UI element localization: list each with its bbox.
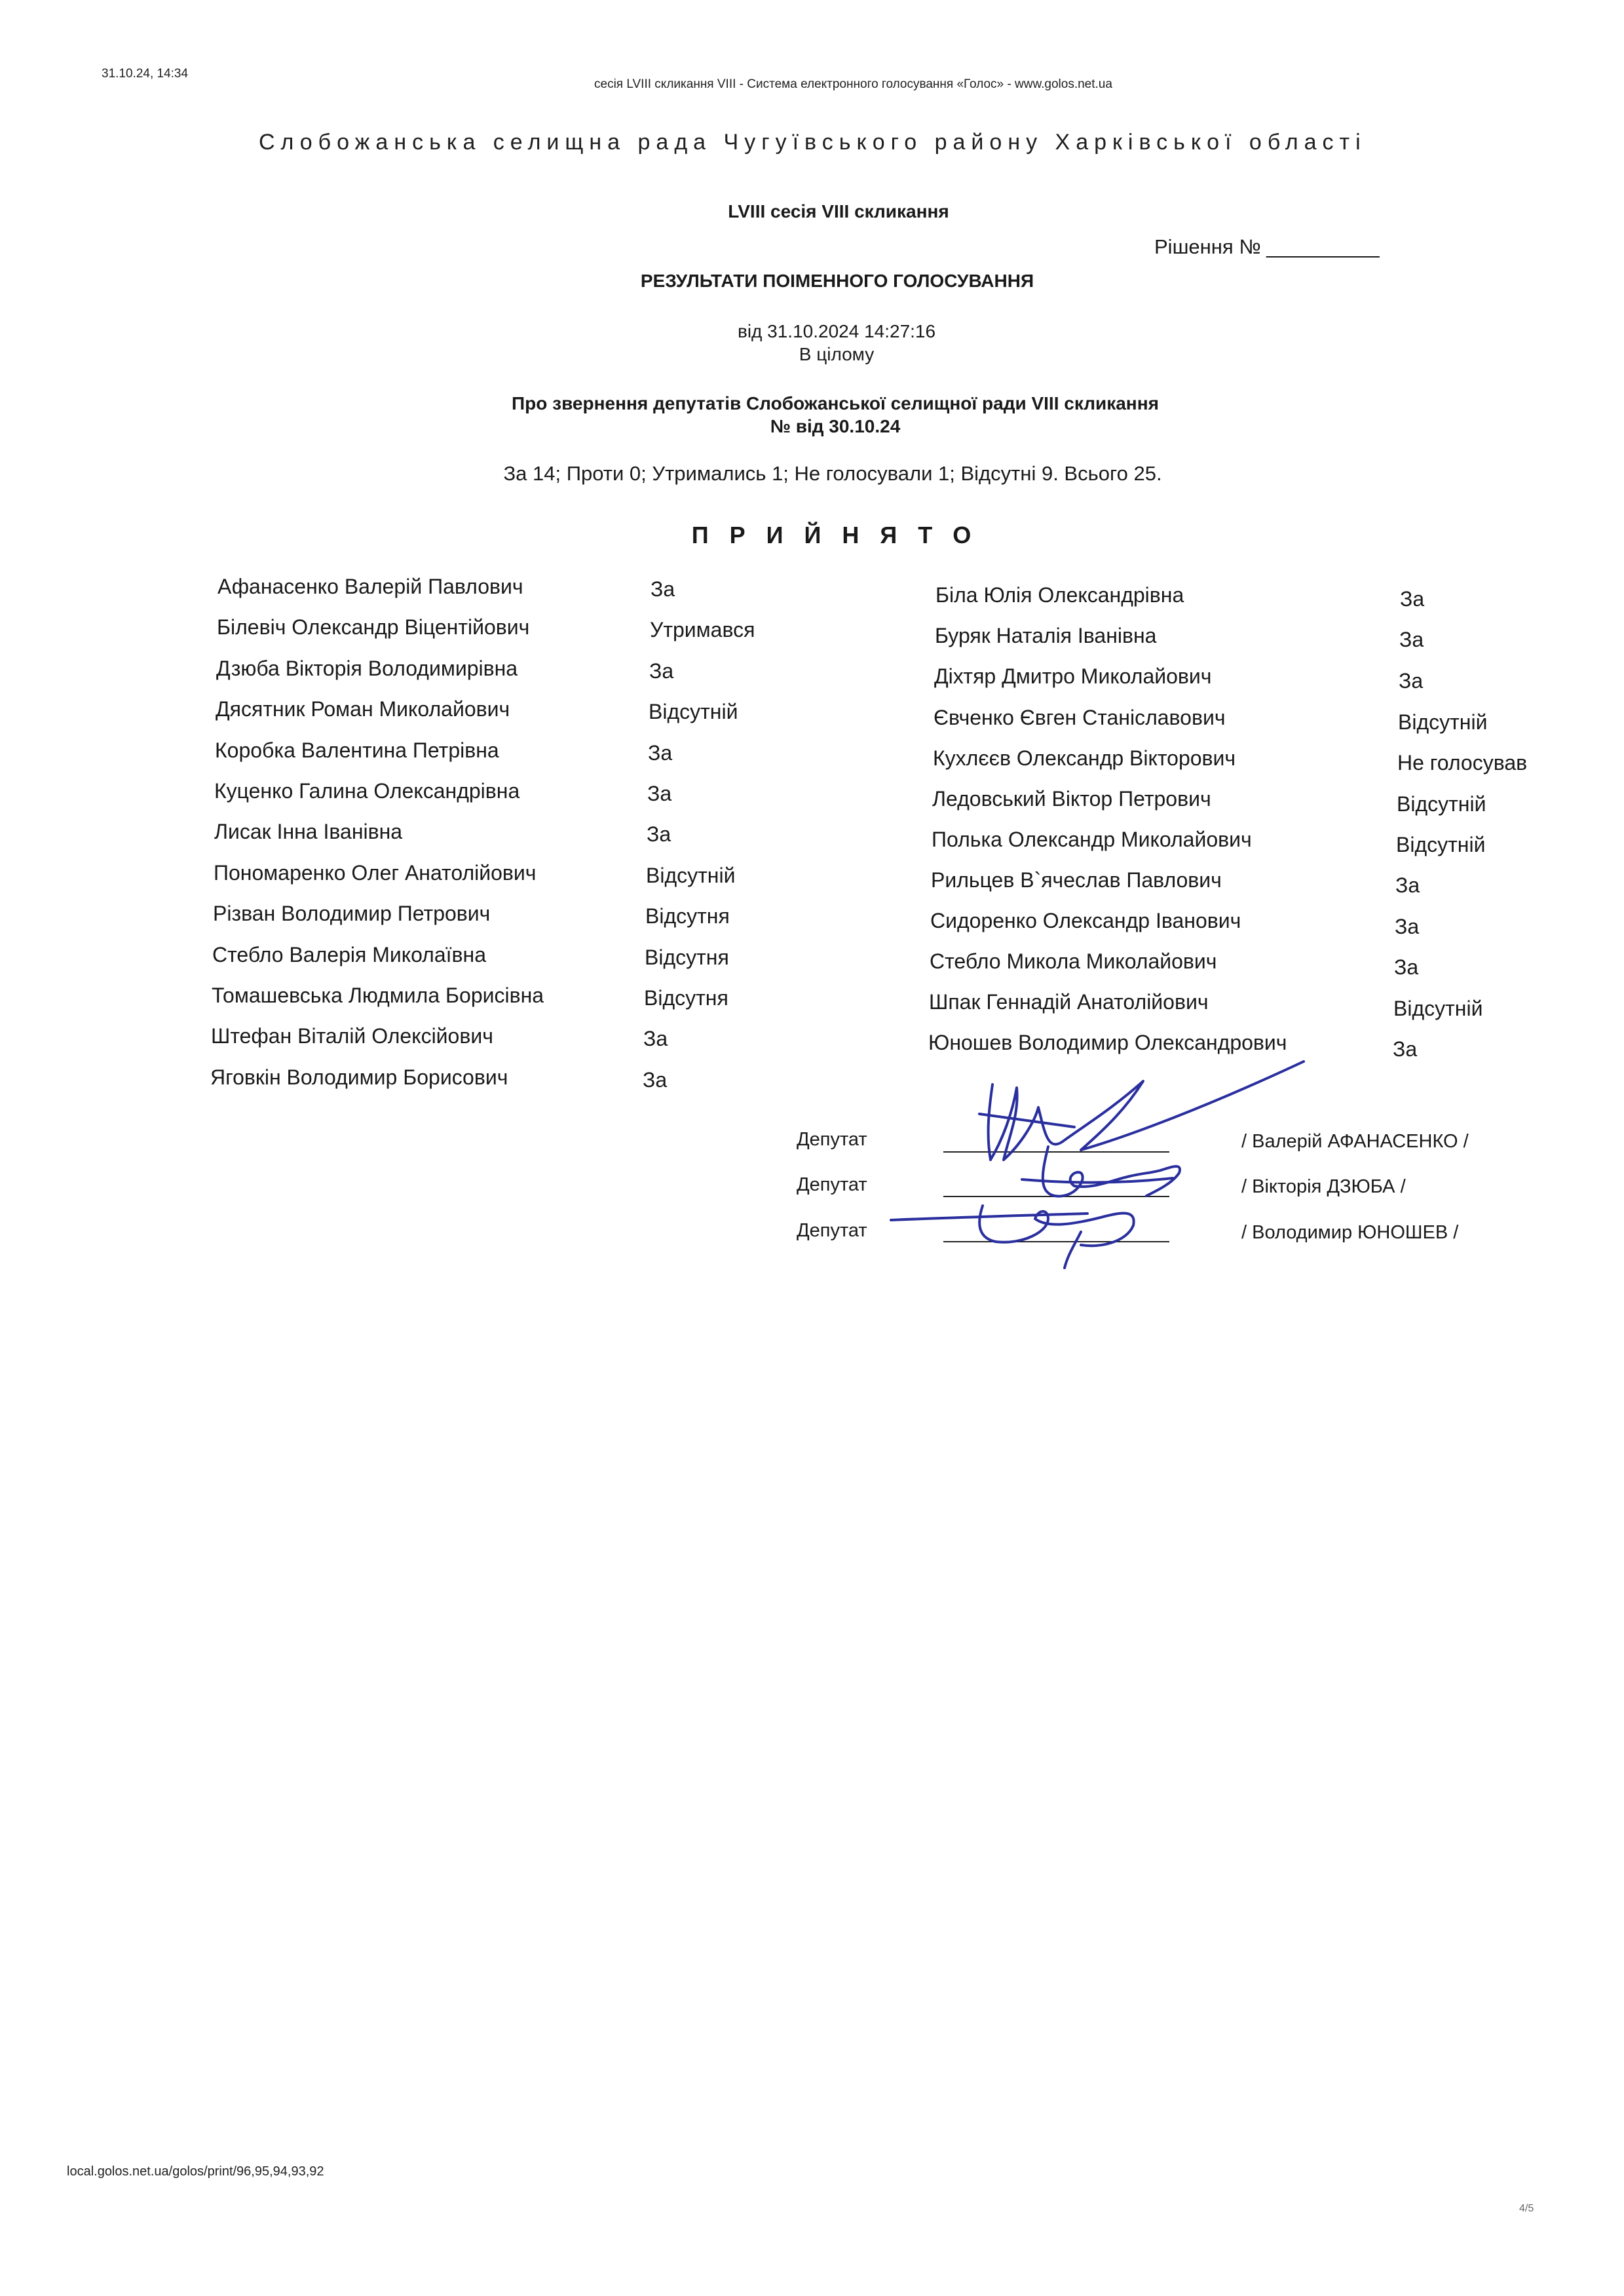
- deputy-vote: Утримався: [650, 618, 755, 641]
- deputy-vote: За: [1399, 628, 1424, 651]
- deputy-vote: Відсутній: [1398, 710, 1488, 734]
- deputy-name: Діхтяр Дмитро Миколайович: [934, 664, 1212, 688]
- deputy-name: Томашевська Людмила Борисівна: [212, 984, 544, 1007]
- subject-line-2: № від 30.10.24: [770, 416, 901, 436]
- deputy-name: Шпак Геннадій Анатолійович: [929, 990, 1209, 1014]
- deputy-vote: Відсутній: [1393, 997, 1483, 1020]
- signature-label: Депутат: [797, 1174, 867, 1195]
- deputy-name: Яговкін Володимир Борисович: [210, 1065, 508, 1089]
- deputy-name: Афанасенко Валерій Павлович: [217, 575, 523, 598]
- deputy-name: Полька Олександр Миколайович: [932, 828, 1252, 851]
- deputy-name: Штефан Віталій Олексійович: [211, 1024, 493, 1048]
- deputy-vote: За: [647, 822, 671, 846]
- deputy-vote: За: [643, 1027, 668, 1050]
- vote-scope: В цілому: [799, 344, 875, 364]
- signature-label: Депутат: [797, 1220, 867, 1241]
- deputy-vote: За: [649, 659, 674, 683]
- footer-url: local.golos.net.ua/golos/print/96,95,94,93,92: [67, 2164, 324, 2179]
- deputy-vote: За: [1395, 873, 1420, 897]
- deputy-name: Буряк Наталія Іванівна: [935, 624, 1157, 647]
- vote-outcome: ПРИЙНЯТО: [691, 522, 992, 548]
- council-name: Слобожанська селищна рада Чугуївського району Харківської області: [259, 130, 1367, 155]
- deputy-name: Юношев Володимир Олександрович: [928, 1031, 1287, 1054]
- deputy-vote: За: [648, 741, 673, 765]
- deputy-vote: Відсутня: [644, 986, 728, 1010]
- deputy-vote: За: [1395, 915, 1420, 938]
- deputy-name: Біла Юлія Олександрівна: [935, 583, 1184, 607]
- deputy-name: Пономаренко Олег Анатолійович: [214, 861, 537, 885]
- deputy-name: Рильцев В`ячеслав Павлович: [931, 868, 1222, 892]
- deputy-name: Кухлєєв Олександр Вікторович: [933, 746, 1236, 770]
- deputy-vote: За: [647, 782, 672, 805]
- vote-date: від 31.10.2024 14:27:16: [737, 321, 936, 341]
- deputy-name: Дзюба Вікторія Володимирівна: [216, 657, 518, 680]
- deputy-name: Стебло Микола Миколайович: [930, 949, 1217, 973]
- deputy-name: Куценко Галина Олександрівна: [214, 779, 520, 803]
- print-datetime: 31.10.24, 14:34: [102, 67, 189, 81]
- deputy-name: Ледовський Віктор Петрович: [932, 787, 1211, 811]
- subject-line-1: Про звернення депутатів Слобожанської селищної ради VIII скликання: [512, 393, 1159, 413]
- deputy-vote: Відсутня: [645, 904, 730, 928]
- deputy-name: Євченко Євген Станіславович: [934, 706, 1226, 729]
- deputy-vote: Відсутній: [649, 700, 738, 723]
- print-header-title: сесія LVIII скликання VIII - Система електронного голосування «Голос» - www.golos.net.ua: [594, 77, 1112, 91]
- deputy-name: Білевіч Олександр Віцентійович: [217, 615, 530, 639]
- deputy-vote: Відсутня: [645, 946, 729, 969]
- decision-number: Рішення № __________: [1154, 235, 1380, 258]
- signer-name: / Вікторія ДЗЮБА /: [1241, 1176, 1406, 1197]
- deputy-vote: За: [651, 577, 675, 601]
- deputy-name: Різван Володимир Петрович: [213, 902, 491, 925]
- deputy-name: Коробка Валентина Петрівна: [215, 738, 499, 762]
- deputy-name: Сидоренко Олександр Іванович: [930, 909, 1241, 932]
- deputy-vote: Відсутній: [646, 864, 736, 887]
- vote-summary: За 14; Проти 0; Утримались 1; Не голосували 1; Відсутні 9. Всього 25.: [503, 462, 1162, 485]
- deputy-name: Лисак Інна Іванівна: [214, 820, 403, 843]
- page-number: 4/5: [1519, 2203, 1534, 2214]
- signature-label: Депутат: [797, 1129, 867, 1150]
- session-title: LVIII сесія VIII скликання: [728, 201, 949, 221]
- results-title: РЕЗУЛЬТАТИ ПОІМЕННОГО ГОЛОСУВАННЯ: [640, 271, 1034, 291]
- deputy-vote: За: [1399, 669, 1424, 693]
- deputy-vote: За: [1394, 955, 1419, 979]
- signer-name: / Валерій АФАНАСЕНКО /: [1241, 1131, 1469, 1152]
- deputy-name: Стебло Валерія Миколаївна: [212, 943, 486, 966]
- deputy-vote: Не голосував: [1397, 751, 1528, 775]
- signer-name: / Володимир ЮНОШЕВ /: [1241, 1222, 1459, 1243]
- deputy-vote: Відсутній: [1397, 792, 1486, 816]
- deputy-name: Дясятник Роман Миколайович: [216, 697, 510, 721]
- deputy-vote: За: [1393, 1037, 1418, 1061]
- deputy-vote: Відсутній: [1396, 833, 1486, 856]
- deputy-vote: За: [1400, 587, 1425, 611]
- deputy-vote: За: [643, 1068, 668, 1092]
